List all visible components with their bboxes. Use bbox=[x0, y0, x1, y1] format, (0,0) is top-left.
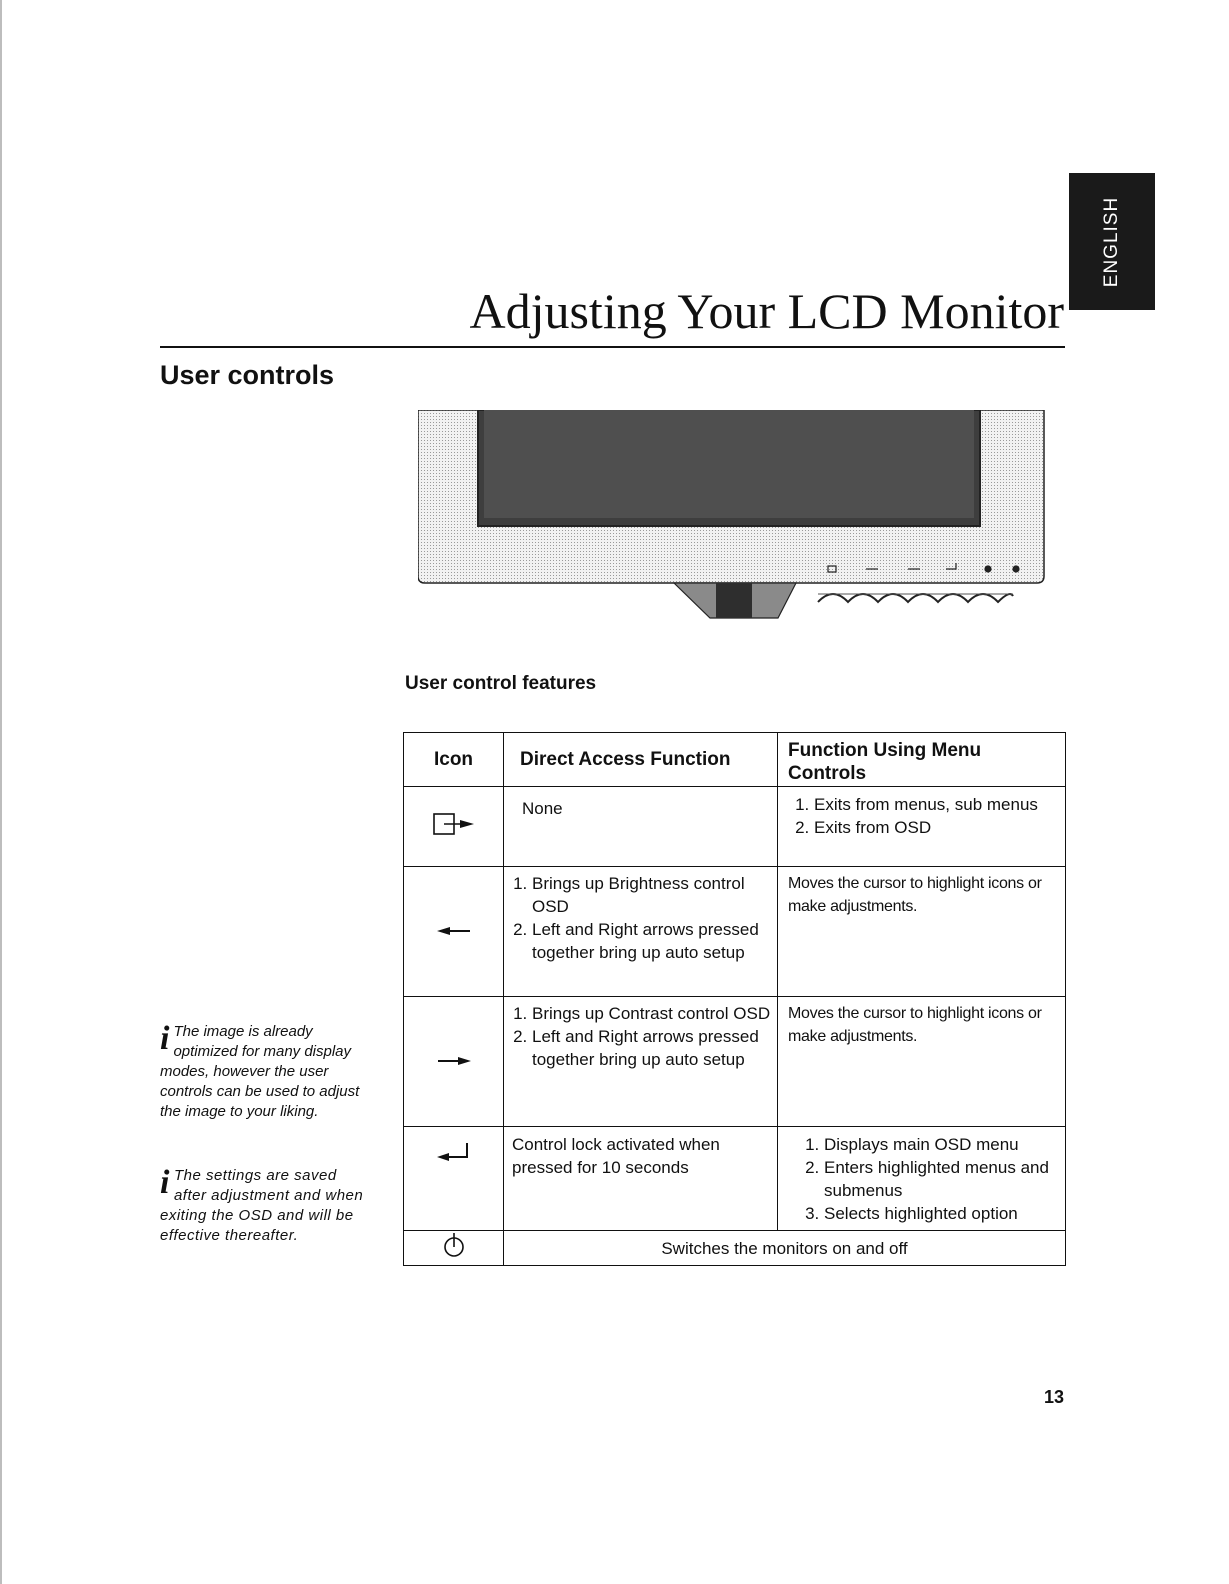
table-row bbox=[404, 867, 1066, 997]
language-tab-label: ENGLISH bbox=[1101, 196, 1122, 287]
menu-cell bbox=[778, 787, 1066, 867]
info-note-2 bbox=[160, 1166, 370, 1246]
icon-cell bbox=[404, 997, 504, 1127]
icon-cell bbox=[404, 867, 504, 997]
power-icon bbox=[442, 1232, 466, 1258]
table-row bbox=[404, 1231, 1066, 1266]
menu-cell: Moves the cursor to highlight icons or make adjustments. bbox=[778, 997, 1066, 1127]
direct-cell: None bbox=[504, 787, 778, 867]
icon-cell bbox=[404, 1231, 504, 1266]
right-arrow-icon bbox=[437, 1055, 471, 1067]
page-number: 13 bbox=[1044, 1387, 1065, 1407]
page-title: Adjusting Your LCD Monitor bbox=[469, 283, 1064, 339]
table-row bbox=[404, 997, 1066, 1127]
user-controls-table bbox=[403, 732, 1066, 1266]
list-item: 2. Exits from OSD bbox=[814, 816, 1057, 839]
info-icon: i bbox=[160, 1020, 170, 1057]
enter-icon bbox=[437, 1141, 471, 1163]
icon-cell bbox=[404, 1127, 504, 1231]
list-item: 2. Left and Right arrows pressed together bring up auto setup bbox=[532, 918, 773, 964]
info-icon: i bbox=[160, 1164, 170, 1201]
exit-icon bbox=[432, 811, 476, 837]
page-edge-rule bbox=[0, 0, 2, 1584]
list-item: 1. Brings up Brightness control OSD bbox=[532, 872, 773, 918]
list-item: 1. Exits from menus, sub menus bbox=[814, 793, 1057, 816]
info-note-1 bbox=[160, 1022, 378, 1122]
direct-cell bbox=[504, 867, 778, 997]
left-arrow-icon bbox=[437, 925, 471, 937]
note-text: The image is already optimized for many display modes, however the user controls can be used to adjust the image to your liking. bbox=[160, 1023, 360, 1120]
header-menu-controls: Function Using Menu Controls bbox=[778, 733, 1066, 787]
language-tab bbox=[1069, 173, 1155, 310]
list-item: 2. Enters highlighted menus and submenus bbox=[824, 1156, 1057, 1202]
table-heading: User control features bbox=[405, 673, 597, 694]
table-header-row bbox=[404, 733, 1066, 787]
monitor-illustration bbox=[418, 410, 1048, 620]
table-row bbox=[404, 787, 1066, 867]
direct-cell bbox=[504, 997, 778, 1127]
table-row bbox=[404, 1127, 1066, 1231]
icon-cell bbox=[404, 787, 504, 867]
section-heading: User controls bbox=[160, 360, 335, 390]
header-direct-access: Direct Access Function bbox=[504, 733, 778, 787]
list-item: 1. Displays main OSD menu bbox=[824, 1133, 1057, 1156]
list-item: 3. Selects highlighted option bbox=[824, 1202, 1057, 1225]
menu-cell bbox=[778, 1127, 1066, 1231]
power-function-cell: Switches the monitors on and off bbox=[504, 1231, 1066, 1266]
list-item: 1. Brings up Contrast control OSD bbox=[532, 1002, 773, 1025]
menu-cell: Moves the cursor to highlight icons or make adjustments. bbox=[778, 867, 1066, 997]
list-item: 2. Left and Right arrows pressed together bring up auto setup bbox=[532, 1025, 773, 1071]
note-text: The settings are saved after adjustment and when exiting the OSD and will be effective thereafter. bbox=[160, 1167, 364, 1244]
header-icon: Icon bbox=[404, 733, 504, 787]
title-rule bbox=[160, 346, 1065, 348]
direct-cell: Control lock activated when pressed for 10 seconds bbox=[504, 1127, 778, 1231]
